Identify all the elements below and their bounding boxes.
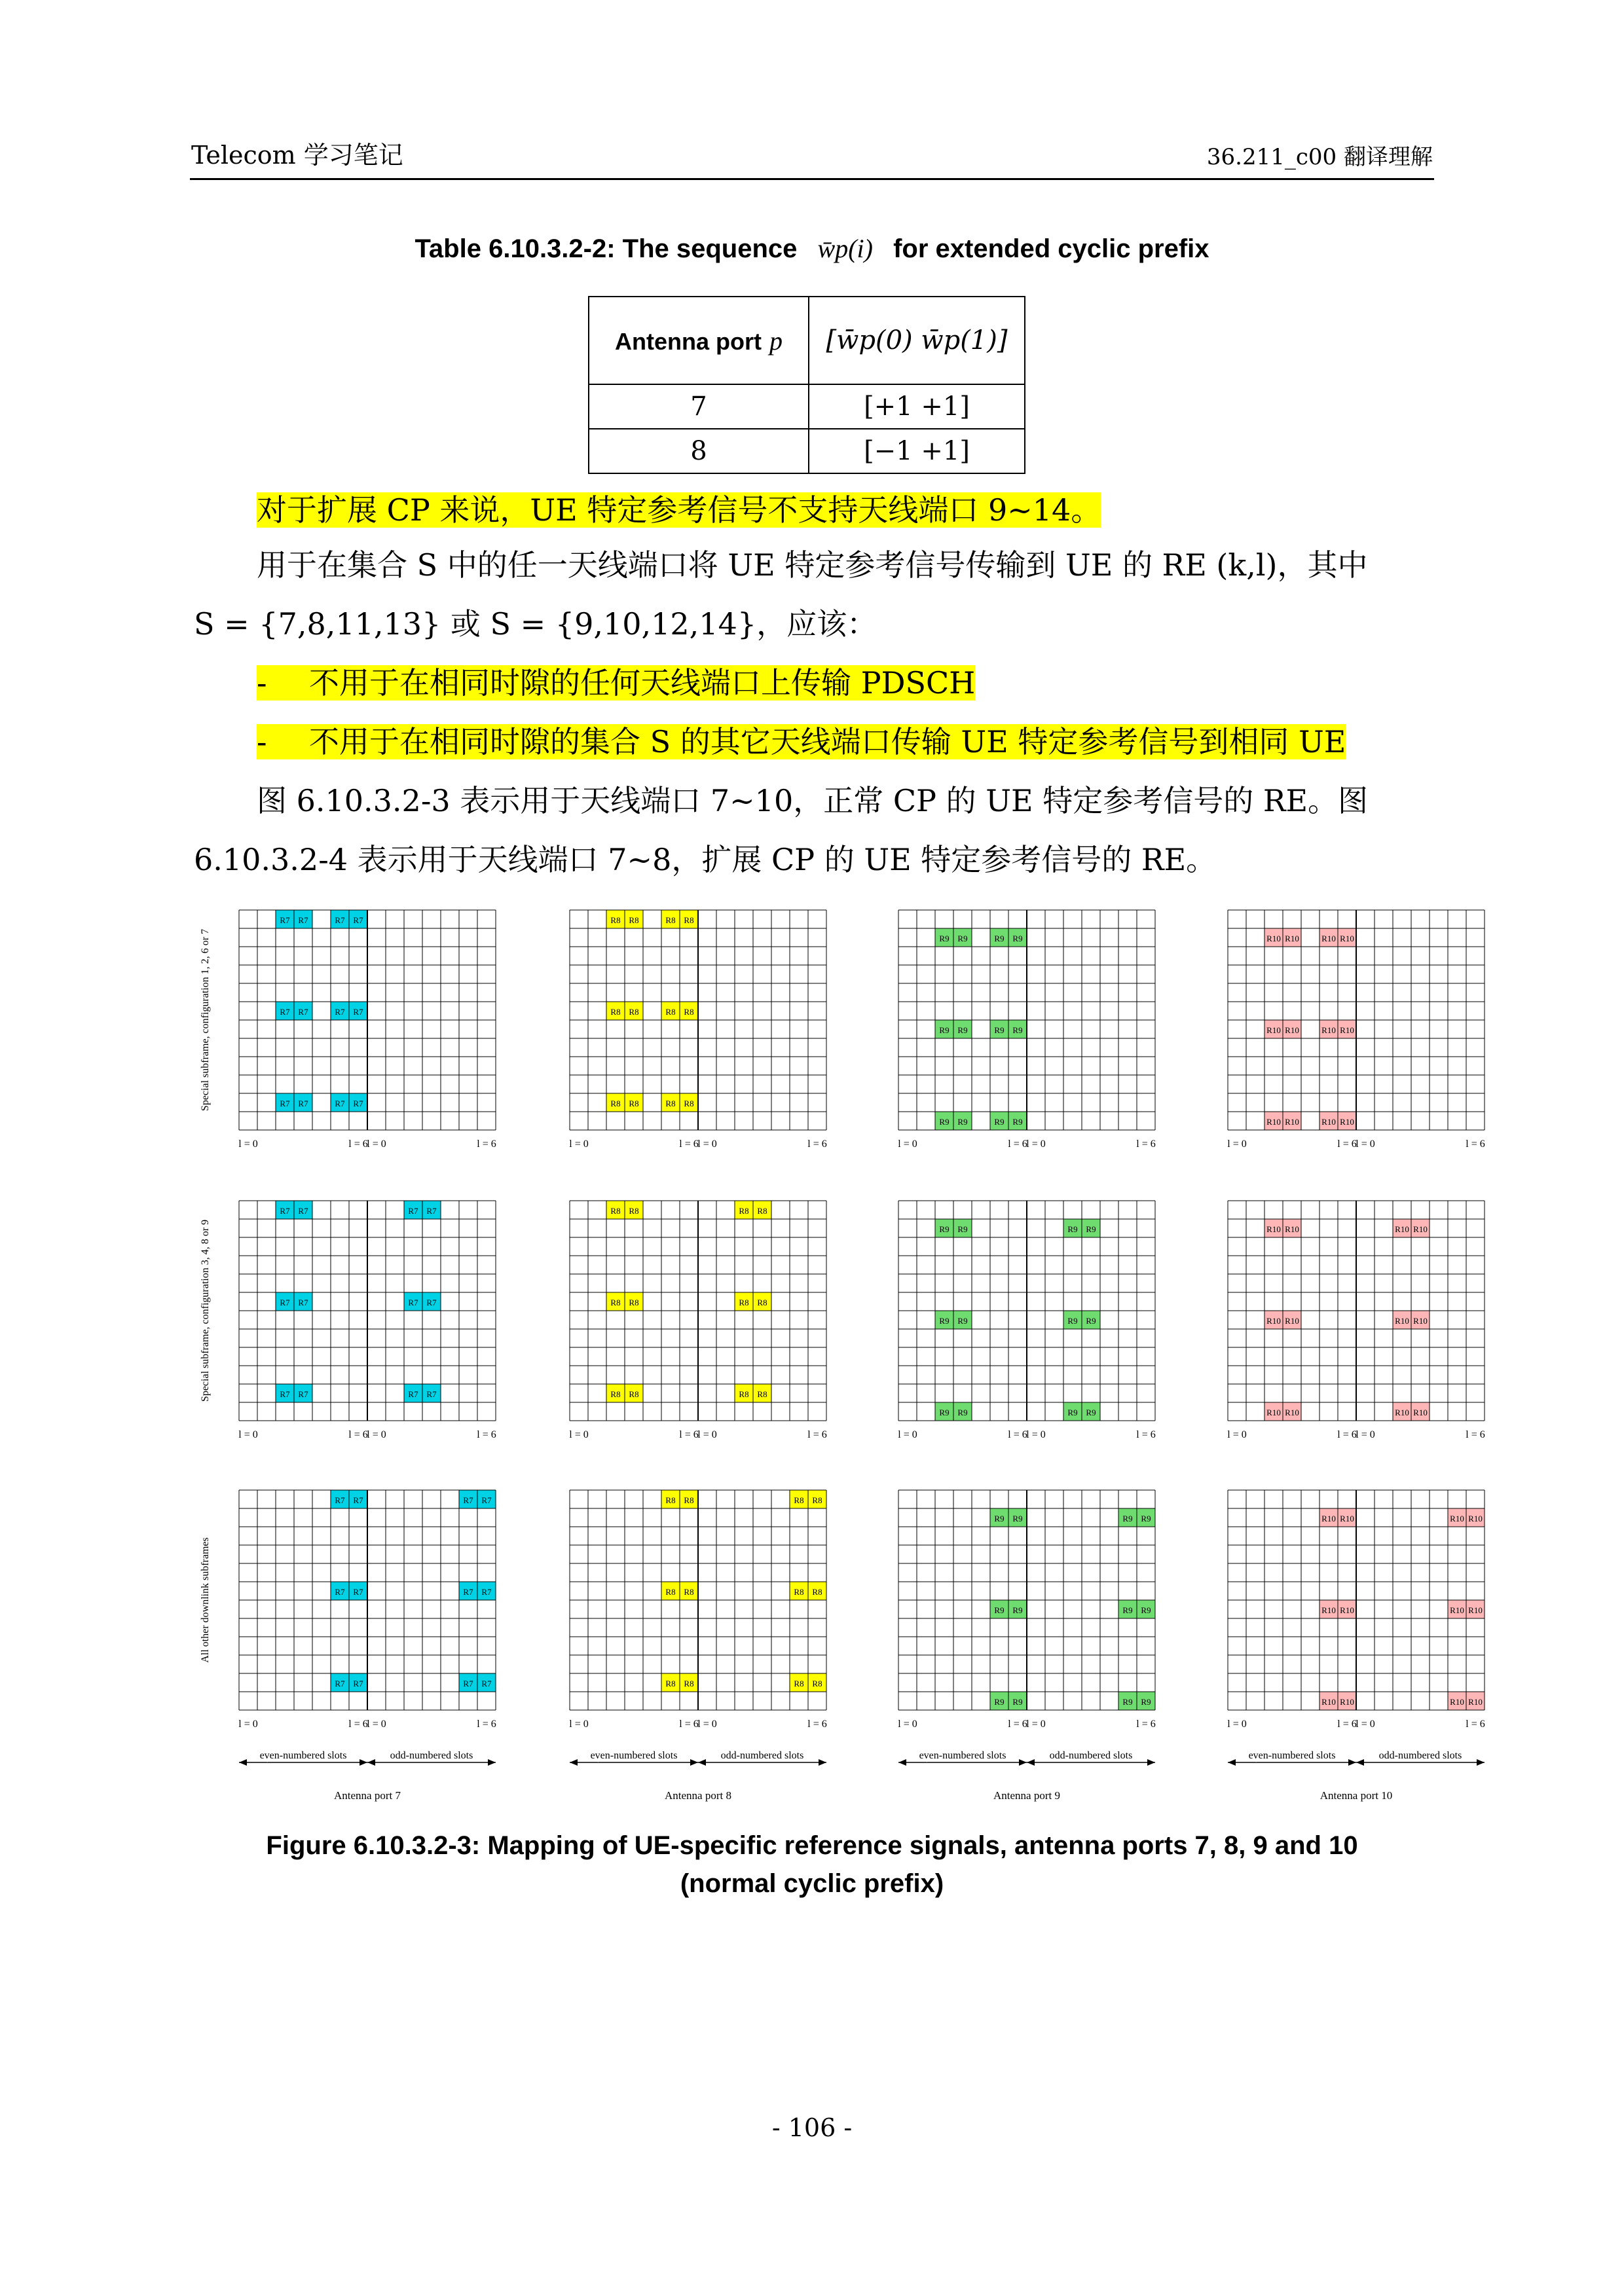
slot-arrow-head [360,1759,367,1766]
axis-label-l0: l = 0 [898,1719,917,1730]
reference-signal-label: R9 [1141,1605,1151,1615]
reference-signal-label: R8 [629,1206,639,1216]
reference-signal-label: R8 [610,1099,621,1108]
axis-label-l6: l = 6 [1008,1719,1027,1730]
col-antenna-port: Antenna port p [589,297,809,384]
reference-signal-label: R9 [1067,1224,1078,1234]
axis-label-l0: l = 0 [238,1719,258,1730]
slot-arrow-head [367,1759,375,1766]
reference-signal-label: R9 [994,1117,1005,1127]
reference-signal-label: R10 [1321,934,1336,943]
reference-signal-label: R9 [1122,1514,1133,1523]
cell-sequence: [−1 +1] [809,429,1025,473]
reference-signal-label: R10 [1266,1408,1281,1417]
reference-signal-label: R9 [994,1605,1005,1615]
reference-signal-label: R9 [994,934,1005,943]
reference-signal-label: R9 [1122,1697,1133,1707]
axis-label-l6: l = 6 [348,1719,368,1730]
axis-label-l6: l = 6 [477,1139,496,1150]
reference-signal-label: R8 [684,915,694,925]
reference-signal-label: R8 [629,915,639,925]
reference-signal-label: R7 [280,1298,290,1307]
reference-signal-label: R9 [1122,1605,1133,1615]
axis-label-l0: l = 0 [367,1719,386,1730]
reference-signal-label: R10 [1468,1605,1483,1615]
reference-signal-label: R9 [1086,1316,1096,1326]
bullet-1-text: 不用于在相同时隙的任何天线端口上传输 PDSCH [309,665,976,701]
axis-label-l6: l = 6 [1466,1719,1485,1730]
reference-signal-label: R10 [1395,1224,1409,1234]
reference-signal-label: R7 [298,1007,308,1017]
reference-signal-label: R8 [812,1495,822,1505]
highlighted-text: 对于扩展 CP 来说，UE 特定参考信号不支持天线端口 9~14。 [257,492,1101,528]
reference-signal-label: R7 [298,1298,308,1307]
slot-arrow-head [1477,1759,1485,1766]
reference-signal-label: R8 [812,1587,822,1597]
axis-label-l6: l = 6 [679,1719,699,1730]
reference-signal-label: R10 [1266,934,1281,943]
reference-signal-label: R8 [610,1389,621,1399]
axis-label-l0: l = 0 [569,1719,589,1730]
reference-signal-label: R7 [298,1389,308,1399]
slot-arrow-head [1348,1759,1356,1766]
reference-signal-label: R9 [939,1025,950,1035]
reference-signal-label: R10 [1285,1316,1299,1326]
reference-signal-label: R8 [610,1007,621,1017]
reference-signal-label: R7 [463,1679,473,1688]
slot-arrow-head [690,1759,698,1766]
reference-signal-label: R7 [280,1389,290,1399]
slot-arrow-head [819,1759,826,1766]
axis-label-l0: l = 0 [1026,1719,1046,1730]
reference-signal-label: R7 [335,1495,345,1505]
header-left: Telecom 学习笔记 [191,141,403,170]
paragraph-extended-cp [257,481,1101,539]
table-caption-suffix: for extended cyclic prefix [893,234,1209,263]
axis-label-l0: l = 0 [238,1429,258,1440]
axis-label-l0: l = 0 [898,1429,917,1440]
reference-signal-label: R9 [939,1408,950,1417]
reference-signal-label: R8 [757,1389,767,1399]
figure-caption-line2: (normal cyclic prefix) [680,1869,944,1898]
reference-signal-label: R10 [1266,1117,1281,1127]
slot-label-even: even-numbered slots [259,1750,347,1761]
axis-label-l0: l = 0 [1356,1429,1375,1440]
reference-signal-label: R9 [1086,1224,1096,1234]
antenna-port-label: Antenna port 7 [334,1789,401,1802]
col-sequence: [w̄p(0) w̄p(1)] [809,297,1025,384]
reference-signal-label: R8 [665,1679,676,1688]
reference-signal-label: R8 [739,1389,749,1399]
antenna-port-label: Antenna port 8 [665,1789,731,1802]
reference-signal-label: R9 [939,1117,950,1127]
reference-signal-label: R9 [1067,1316,1078,1326]
slot-label-odd: odd-numbered slots [720,1750,804,1761]
reference-signal-label: R10 [1285,1224,1299,1234]
reference-signal-label: R9 [1086,1408,1096,1417]
axis-label-l6: l = 6 [807,1429,827,1440]
reference-signal-label: R10 [1285,1025,1299,1035]
reference-signal-label: R8 [739,1206,749,1216]
reference-signal-label: R10 [1340,1605,1354,1615]
reference-signal-label: R10 [1266,1025,1281,1035]
reference-signal-label: R10 [1340,1025,1354,1035]
cell-port: 7 [589,384,809,429]
reference-signal-label: R7 [298,1206,308,1216]
table-caption [0,233,1624,264]
axis-label-l0: l = 0 [367,1139,386,1150]
reference-signal-label: R9 [1012,934,1023,943]
reference-signal-label: R10 [1266,1316,1281,1326]
reference-signal-label: R7 [426,1206,437,1216]
axis-label-l6: l = 6 [477,1719,496,1730]
axis-label-l0: l = 0 [697,1139,717,1150]
reference-signal-label: R10 [1321,1117,1336,1127]
reference-signal-label: R7 [280,1206,290,1216]
reference-signal-label: R9 [957,1117,968,1127]
reference-signal-label: R7 [353,1495,363,1505]
reference-signal-label: R10 [1468,1514,1483,1523]
reference-signal-label: R9 [1012,1605,1023,1615]
axis-label-l6: l = 6 [348,1139,368,1150]
paragraph-3-line1: 图 6.10.3.2-3 表示用于天线端口 7~10，正常 CP 的 UE 特定参考信号的 RE。图 [257,783,1369,818]
bullet-2-text: 不用于在相同时隙的集合 S 的其它天线端口传输 UE 特定参考信号到相同 UE [309,724,1346,759]
reference-signal-label: R7 [426,1298,437,1307]
table-caption-symbol: w̄p(i) [817,234,873,263]
cell-sequence: [+1 +1] [809,384,1025,429]
axis-label-l6: l = 6 [1008,1139,1027,1150]
reference-signal-label: R7 [335,1007,345,1017]
reference-signal-label: R7 [353,1099,363,1108]
axis-label-l0: l = 0 [569,1429,589,1440]
reference-signal-label: R10 [1450,1605,1464,1615]
axis-label-l0: l = 0 [1356,1139,1375,1150]
reference-signal-label: R8 [684,1495,694,1505]
reference-signal-label: R10 [1321,1514,1336,1523]
axis-label-l0: l = 0 [697,1719,717,1730]
axis-label-l0: l = 0 [1227,1719,1247,1730]
axis-label-l6: l = 6 [1136,1719,1156,1730]
reference-signal-label: R7 [426,1389,437,1399]
reference-signal-label: R8 [629,1099,639,1108]
reference-signal-label: R9 [939,1224,950,1234]
reference-signal-label: R8 [739,1298,749,1307]
slot-label-even: even-numbered slots [590,1750,678,1761]
axis-label-l6: l = 6 [679,1139,699,1150]
reference-signal-label: R10 [1340,1697,1354,1707]
reference-signal-label: R7 [463,1495,473,1505]
paragraph-2-line2: S = {7,8,11,13} 或 S = {9,10,12,14}，应该： [194,606,877,642]
reference-signal-label: R7 [280,1007,290,1017]
reference-signal-label: R10 [1450,1514,1464,1523]
header-rule [190,178,1434,180]
reference-signal-label: R7 [353,915,363,925]
slot-arrow-head [1147,1759,1155,1766]
reference-signal-label: R10 [1413,1224,1428,1234]
reference-signal-label: R7 [481,1495,492,1505]
slot-label-odd: odd-numbered slots [1378,1750,1462,1761]
slot-arrow-head [239,1759,247,1766]
ue-rs-mapping-figure [0,897,1624,1813]
axis-label-l0: l = 0 [898,1139,917,1150]
reference-signal-label: R8 [610,915,621,925]
reference-signal-label: R10 [1321,1697,1336,1707]
reference-signal-label: R9 [1067,1408,1078,1417]
sequence-table [588,296,1025,474]
paragraph-3-line2: 6.10.3.2-4 表示用于天线端口 7~8，扩展 CP 的 UE 特定参考信号的 RE。 [194,842,1217,877]
reference-signal-label: R7 [280,1099,290,1108]
axis-label-l0: l = 0 [367,1429,386,1440]
reference-signal-label: R8 [629,1007,639,1017]
reference-signal-label: R7 [463,1587,473,1597]
header-right: 36.211_c00 翻译理解 [1206,144,1433,170]
table-row [589,429,1025,473]
reference-signal-label: R9 [1141,1697,1151,1707]
reference-signal-label: R10 [1413,1316,1428,1326]
table-caption-prefix: Table 6.10.3.2-2: The sequence [415,234,798,263]
reference-signal-label: R9 [939,1316,950,1326]
reference-signal-label: R9 [994,1514,1005,1523]
reference-signal-label: R8 [665,1495,676,1505]
slot-arrow-head [1228,1759,1236,1766]
reference-signal-label: R8 [665,1099,676,1108]
reference-signal-label: R8 [794,1495,804,1505]
reference-signal-label: R10 [1468,1697,1483,1707]
figure-caption-line1: Figure 6.10.3.2-3: Mapping of UE-specific reference signals, antenna ports 7, 8, 9 and 10 [266,1831,1358,1860]
axis-label-l6: l = 6 [807,1719,827,1730]
reference-signal-label: R7 [353,1679,363,1688]
axis-label-l0: l = 0 [1227,1139,1247,1150]
axis-label-l6: l = 6 [1337,1719,1357,1730]
slot-label-odd: odd-numbered slots [1049,1750,1133,1761]
axis-label-l6: l = 6 [1136,1139,1156,1150]
reference-signal-label: R8 [665,1587,676,1597]
axis-label-l6: l = 6 [1136,1429,1156,1440]
reference-signal-label: R9 [957,934,968,943]
reference-signal-label: R7 [481,1679,492,1688]
page-number: - 106 - [771,2113,853,2142]
slot-label-odd: odd-numbered slots [390,1750,473,1761]
reference-signal-label: R8 [629,1298,639,1307]
slot-arrow-head [1019,1759,1027,1766]
reference-signal-label: R7 [335,1679,345,1688]
axis-label-l6: l = 6 [1466,1139,1485,1150]
antenna-port-label: Antenna port 9 [993,1789,1060,1802]
reference-signal-label: R8 [812,1679,822,1688]
reference-signal-label: R8 [684,1587,694,1597]
axis-label-l0: l = 0 [238,1139,258,1150]
reference-signal-label: R8 [757,1206,767,1216]
reference-signal-label: R9 [957,1408,968,1417]
axis-label-l0: l = 0 [1356,1719,1375,1730]
slot-label-even: even-numbered slots [1248,1750,1336,1761]
slot-arrow-head [898,1759,906,1766]
axis-label-l0: l = 0 [697,1429,717,1440]
reference-signal-label: R8 [665,915,676,925]
reference-signal-label: R8 [610,1298,621,1307]
axis-label-l6: l = 6 [1337,1429,1357,1440]
reference-signal-label: R7 [280,915,290,925]
bullet-1 [257,653,975,712]
reference-signal-label: R9 [1012,1697,1023,1707]
reference-signal-label: R8 [684,1679,694,1688]
reference-signal-label: R9 [994,1025,1005,1035]
bullet-marker: - [257,724,267,759]
reference-signal-label: R9 [1012,1025,1023,1035]
reference-signal-label: R8 [684,1099,694,1108]
antenna-port-label: Antenna port 10 [1320,1789,1393,1802]
reference-signal-label: R10 [1321,1025,1336,1035]
axis-label-l6: l = 6 [1466,1429,1485,1440]
reference-signal-label: R10 [1340,1514,1354,1523]
reference-signal-label: R10 [1285,1408,1299,1417]
axis-label-l6: l = 6 [1337,1139,1357,1150]
reference-signal-label: R8 [684,1007,694,1017]
reference-signal-label: R7 [335,915,345,925]
reference-signal-label: R9 [1012,1117,1023,1127]
figure-caption [0,1827,1624,1903]
reference-signal-label: R7 [298,915,308,925]
reference-signal-label: R8 [794,1679,804,1688]
bullet-marker: - [257,665,267,701]
reference-signal-label: R9 [1012,1514,1023,1523]
paragraph-2-line1: 用于在集合 S 中的任一天线端口将 UE 特定参考信号传输到 UE 的 RE (k,l)，其中 [257,547,1368,583]
table-header-row [589,297,1025,384]
reference-signal-label: R8 [610,1206,621,1216]
reference-signal-label: R9 [994,1697,1005,1707]
reference-signal-label: R8 [629,1389,639,1399]
reference-signal-label: R9 [957,1025,968,1035]
bullet-2 [257,712,1346,771]
reference-signal-label: R9 [957,1224,968,1234]
slot-arrow-head [1356,1759,1364,1766]
axis-label-l6: l = 6 [807,1139,827,1150]
reference-signal-label: R8 [757,1298,767,1307]
reference-signal-label: R9 [939,934,950,943]
axis-label-l0: l = 0 [569,1139,589,1150]
reference-signal-label: R10 [1285,1117,1299,1127]
row-label: Special subframe, configuration 1, 2, 6 or 7 [200,928,211,1112]
slot-arrow-head [698,1759,706,1766]
slot-arrow-head [1027,1759,1035,1766]
row-label: All other downlink subframes [200,1537,211,1663]
axis-label-l6: l = 6 [679,1429,699,1440]
reference-signal-label: R10 [1450,1697,1464,1707]
row-label: Special subframe, configuration 3, 4, 8 or 9 [200,1219,211,1402]
reference-signal-label: R10 [1340,1117,1354,1127]
slot-arrow-head [570,1759,578,1766]
reference-signal-label: R10 [1395,1316,1409,1326]
axis-label-l0: l = 0 [1026,1139,1046,1150]
reference-signal-label: R8 [794,1587,804,1597]
reference-signal-label: R7 [298,1099,308,1108]
slot-arrow-head [488,1759,496,1766]
reference-signal-label: R10 [1285,934,1299,943]
reference-signal-label: R7 [353,1007,363,1017]
table-row [589,384,1025,429]
slot-label-even: even-numbered slots [919,1750,1006,1761]
reference-signal-label: R7 [408,1389,418,1399]
reference-signal-label: R7 [481,1587,492,1597]
reference-signal-label: R10 [1266,1224,1281,1234]
cell-port: 8 [589,429,809,473]
axis-label-l6: l = 6 [348,1429,368,1440]
axis-label-l6: l = 6 [477,1429,496,1440]
reference-signal-label: R9 [1141,1514,1151,1523]
reference-signal-label: R10 [1321,1605,1336,1615]
axis-label-l0: l = 0 [1227,1429,1247,1440]
reference-signal-label: R7 [335,1587,345,1597]
reference-signal-label: R7 [408,1206,418,1216]
axis-label-l0: l = 0 [1026,1429,1046,1440]
reference-signal-label: R8 [665,1007,676,1017]
reference-signal-label: R9 [957,1316,968,1326]
reference-signal-label: R7 [335,1099,345,1108]
reference-signal-label: R10 [1340,934,1354,943]
reference-signal-label: R7 [408,1298,418,1307]
axis-label-l6: l = 6 [1008,1429,1027,1440]
reference-signal-label: R7 [353,1587,363,1597]
reference-signal-label: R10 [1413,1408,1428,1417]
reference-signal-label: R10 [1395,1408,1409,1417]
